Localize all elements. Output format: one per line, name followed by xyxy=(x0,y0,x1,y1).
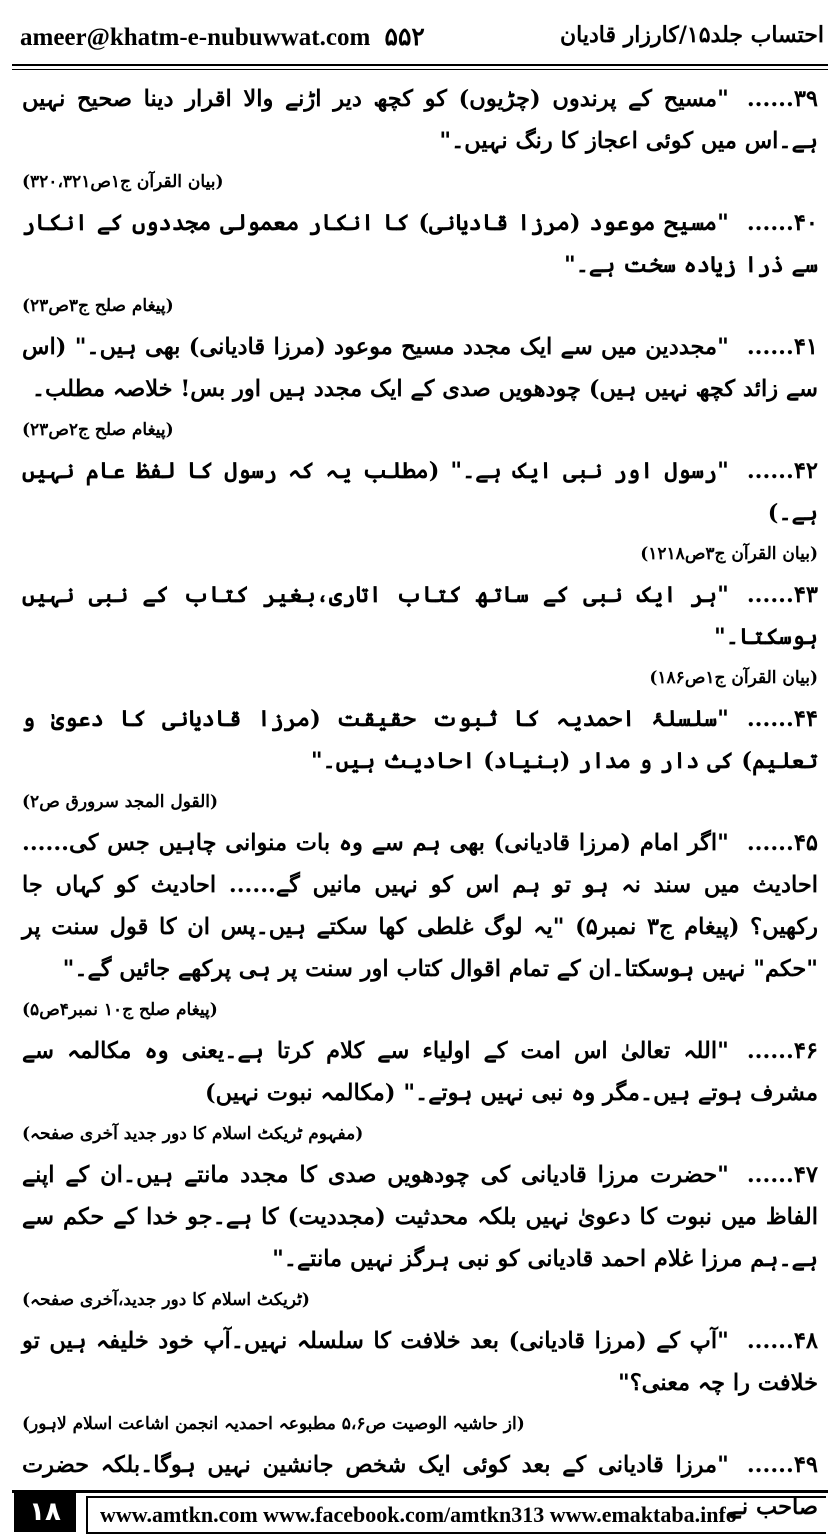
entry xyxy=(22,78,818,162)
entry xyxy=(22,326,818,410)
entry-number: ۴۸...... xyxy=(746,1328,818,1354)
footer-rule xyxy=(12,1490,828,1493)
entry-citation: (بیان القرآن ج۱ص۱۸۶) xyxy=(649,668,818,688)
header-email-pagenum xyxy=(20,22,425,52)
entry-number: ۴۷...... xyxy=(746,1162,818,1188)
entry-text: "ہر ایک نبی کے ساتھ کتاب اتاری،بغیر کتاب کے نبی نہیں ہوسکتا۔" xyxy=(22,582,818,650)
entry-citation: (از حاشیہ الوصیت ص۵،۶ مطبوعہ احمدیہ انجمن اشاعت اسلام لاہور) xyxy=(22,1414,525,1434)
entry-text: "اللہ تعالیٰ اس امت کے اولیاء سے کلام کرتا ہے۔یعنی وہ مکالمہ سے مشرف ہوتے ہیں۔مگر وہ نبی نہیں ہوتے۔" (مکالمہ نبوت نہیں) xyxy=(22,1038,818,1106)
entry-number: ۴۵...... xyxy=(746,830,818,856)
header-email: ameer@khatm-e-nubuwwat.com xyxy=(20,24,371,51)
entry-number: ۴۶...... xyxy=(746,1038,818,1064)
entry-number: ۴۲...... xyxy=(746,458,818,484)
header-book-title: احتساب جلد۱۵/کارزار قادیان xyxy=(560,22,824,48)
entries-list xyxy=(22,78,818,1528)
footer-links: www.amtkn.com www.facebook.com/amtkn313 www.emaktaba.info xyxy=(86,1496,826,1534)
entry-number: ۴۹...... xyxy=(746,1452,818,1478)
page-header xyxy=(12,18,828,58)
header-rule-thin xyxy=(12,69,828,70)
entry-number: ۴۴...... xyxy=(746,706,818,732)
entry-text: "مجددین میں سے ایک مجدد مسیح موعود (مرزا قادیانی) بھی ہیں۔" (اس سے زائد کچھ نہیں ہیں) چودھویں صدی کے ایک مجدد ہیں اور بس! خلاصہ مطلب۔ xyxy=(22,334,818,402)
entry xyxy=(22,202,818,286)
entry-text: "حضرت مرزا قادیانی کی چودھویں صدی کا مجدد مانتے ہیں۔ان کے اپنے الفاظ میں نبوت کا دعویٰ نہیں بلکہ محدثیت (مجددیت) کا ہے۔جو خدا کے حکم سے ہے۔ہم مرزا غلام احمد قادیانی کو نبی ہرگز نہیں مانتے۔" xyxy=(22,1162,818,1272)
entry xyxy=(22,1030,818,1114)
entry-text: "مسیح موعود (مرزا قادیانی) کا انکار معمولی مجددوں کے انکار سے ذرا زیادہ سخت ہے۔" xyxy=(22,210,818,278)
entry-number: ۴۰...... xyxy=(746,210,818,236)
entry-text: "مرزا قادیانی کے بعد کوئی ایک شخص جانشین نہیں ہوگا۔بلکہ حضرت صاحب نے xyxy=(22,1452,818,1520)
entry-citation: (ٹریکٹ اسلام کا دور جدید،آخری صفحہ) xyxy=(22,1290,310,1310)
entry-citation: (بیان القرآن ج۱ص۳۲۰،۳۲۱) xyxy=(22,172,224,192)
entry-number: ۴۱...... xyxy=(746,334,818,360)
entry-text: "مسیح کے پرندوں (چڑیوں) کو کچھ دیر اڑنے والا اقرار دینا صحیح نہیں ہے۔اس میں کوئی اعجاز کا رنگ نہیں۔" xyxy=(22,86,818,154)
entry-text: "آپ کے (مرزا قادیانی) بعد خلافت کا سلسلہ نہیں۔آپ خود خلیفہ ہیں تو خلافت را چہ معنی؟" xyxy=(22,1328,818,1396)
entry xyxy=(22,822,818,990)
entry-number: ۳۹...... xyxy=(746,86,818,112)
entry-text: "اگر امام (مرزا قادیانی) بھی ہم سے وہ بات منوانی چاہیں جس کی...... احادیث میں سند نہ ہو تو ہم اس کو نہیں مانیں گے...... احادیث کو کہاں جا رکھیں؟ (پیغام ج۳ نمبر۵) "یہ لوگ غلطی کھا سکتے ہیں۔پس ان کا قول سنت پر "حکم" نہیں ہوسکتا۔ان کے تمام اقوال کتاب اور سنت پر ہی پرکھے جائیں گے۔" xyxy=(22,830,818,982)
entry xyxy=(22,450,818,534)
header-rule xyxy=(12,64,828,66)
entry-citation: (بیان القرآن ج۳ص۱۲۱۸) xyxy=(640,544,818,564)
footer-page-number: ۱۸ xyxy=(14,1492,76,1532)
entry xyxy=(22,1154,818,1280)
entry-text: "رسول اور نبی ایک ہے۔" (مطلب یہ کہ رسول کا لفظ عام نہیں ہے۔) xyxy=(22,458,818,526)
entry xyxy=(22,1320,818,1404)
entry-number: ۴۳...... xyxy=(746,582,818,608)
entry xyxy=(22,574,818,658)
entry xyxy=(22,698,818,782)
entry-citation: (پیغام صلح ج۲ص۲۳) xyxy=(22,420,174,440)
entry-citation: (القول المجد سرورق ص۲) xyxy=(22,792,219,812)
header-page-number: ۵۵۲ xyxy=(384,24,425,51)
entry-text: "سلسلۂ احمدیہ کا ثبوت حقیقت (مرزا قادیانی کا دعویٰ و تعلیم) کی دار و مدار (بنیاد) احادیث ہیں۔" xyxy=(22,706,818,774)
entry-citation: (پیغام صلح ج۳ص۲۳) xyxy=(22,296,174,316)
entry-citation: (مفہوم ٹریکٹ اسلام کا دور جدید آخری صفحہ) xyxy=(22,1124,364,1144)
entry-citation: (پیغام صلح ج۱۰ نمبر۴ص۵) xyxy=(22,1000,218,1020)
